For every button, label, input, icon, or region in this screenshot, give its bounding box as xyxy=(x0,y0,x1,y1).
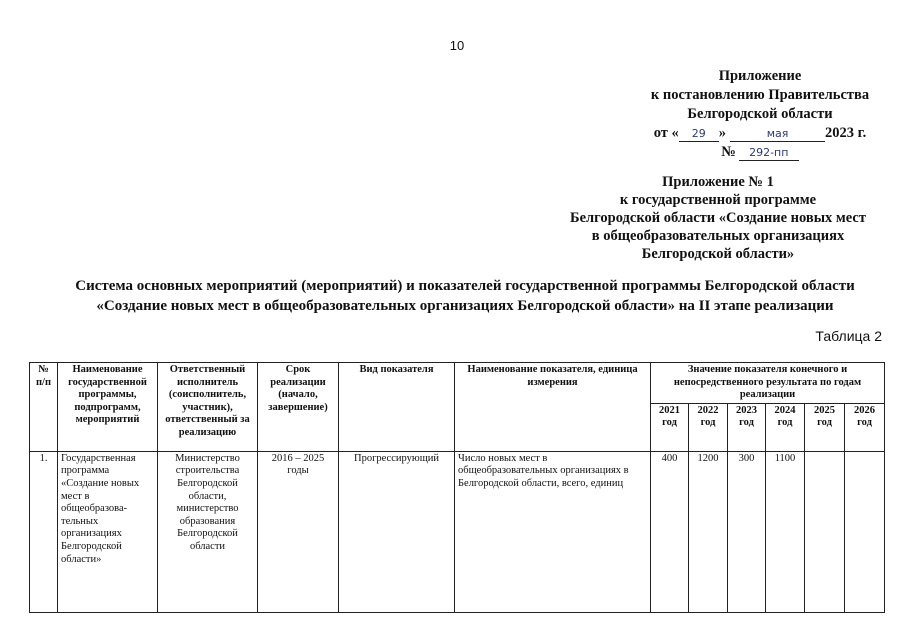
date-prefix: от « xyxy=(653,125,679,141)
header-year-2023: 2023 год xyxy=(728,403,766,451)
annex-line-5: Белгородской области» xyxy=(641,246,795,262)
annex-line-1: Приложение № 1 xyxy=(662,174,774,190)
approval-line-1: Приложение xyxy=(718,68,802,84)
approval-block xyxy=(560,67,914,162)
date-year: 2023 г. xyxy=(825,125,867,141)
number-prefix: № xyxy=(721,144,736,160)
header-year-2025: 2025 год xyxy=(805,403,845,451)
handwritten-month: мая xyxy=(730,127,825,142)
approval-number-line xyxy=(560,143,914,162)
page-number: 10 xyxy=(449,38,465,53)
header-year-2022: 2022 год xyxy=(689,403,728,451)
annex-line-2: к государственной программе xyxy=(619,192,817,208)
cell-term: 2016 – 2025 годы xyxy=(258,451,339,612)
annex-block xyxy=(532,173,904,263)
document-title-line-1: Система основных мероприятий (мероприятий) и показателей государственной программы Белгородской области xyxy=(75,278,855,294)
approval-line-2: к постановлению Правительства xyxy=(650,87,870,103)
cell-indicator-name: Число новых мест в общеобразовательных организациях в Белгородской области, всего, единиц xyxy=(455,451,651,612)
cell-value-2023: 300 xyxy=(728,451,766,612)
cell-value-2025 xyxy=(805,451,845,612)
cell-number: 1. xyxy=(30,451,58,612)
cell-indicator-type: Прогрессирующий xyxy=(339,451,455,612)
approval-date-line xyxy=(560,124,914,143)
header-indicator-type: Вид показателя xyxy=(339,363,455,452)
header-program-name: Наименование государственной программы, подпрограмм, мероприятий xyxy=(58,363,158,452)
indicators-table xyxy=(29,362,885,613)
header-year-2026: 2026 год xyxy=(845,403,885,451)
header-indicator-name: Наименование показателя, единица измерения xyxy=(455,363,651,452)
table-row xyxy=(30,451,885,612)
handwritten-number: 292-пп xyxy=(739,146,799,161)
cell-program-name: Государственная программа «Создание новых мест в общеобразова-тельных организациях Белгородской области» xyxy=(58,451,158,612)
cell-value-2024: 1100 xyxy=(766,451,805,612)
header-number: № п/п xyxy=(30,363,58,452)
cell-executor: Министерство строительства Белгородской области, министерство образования Белгородской области xyxy=(158,451,258,612)
cell-value-2022: 1200 xyxy=(689,451,728,612)
header-year-2021: 2021 год xyxy=(651,403,689,451)
cell-value-2026 xyxy=(845,451,885,612)
table-caption: Таблица 2 xyxy=(815,328,882,344)
header-year-2024: 2024 год xyxy=(766,403,805,451)
document-title-line-2: «Создание новых мест в общеобразовательных организациях Белгородской области» на II этапе реализации xyxy=(96,297,834,314)
date-mid: » xyxy=(718,125,727,141)
header-values-group: Значение показателя конечного и непосредственного результата по годам реализации xyxy=(651,363,885,404)
annex-line-3: Белгородской области «Создание новых мест xyxy=(570,210,866,226)
header-executor: Ответственный исполнитель (соисполнитель, участник), ответственный за реализацию xyxy=(158,363,258,452)
header-term: Срок реализации (начало, завершение) xyxy=(258,363,339,452)
annex-line-4: в общеобразовательных организациях xyxy=(591,228,845,244)
document-title xyxy=(40,277,890,316)
handwritten-day: 29 xyxy=(679,127,719,142)
approval-line-3: Белгородской области xyxy=(687,106,833,122)
cell-value-2021: 400 xyxy=(651,451,689,612)
